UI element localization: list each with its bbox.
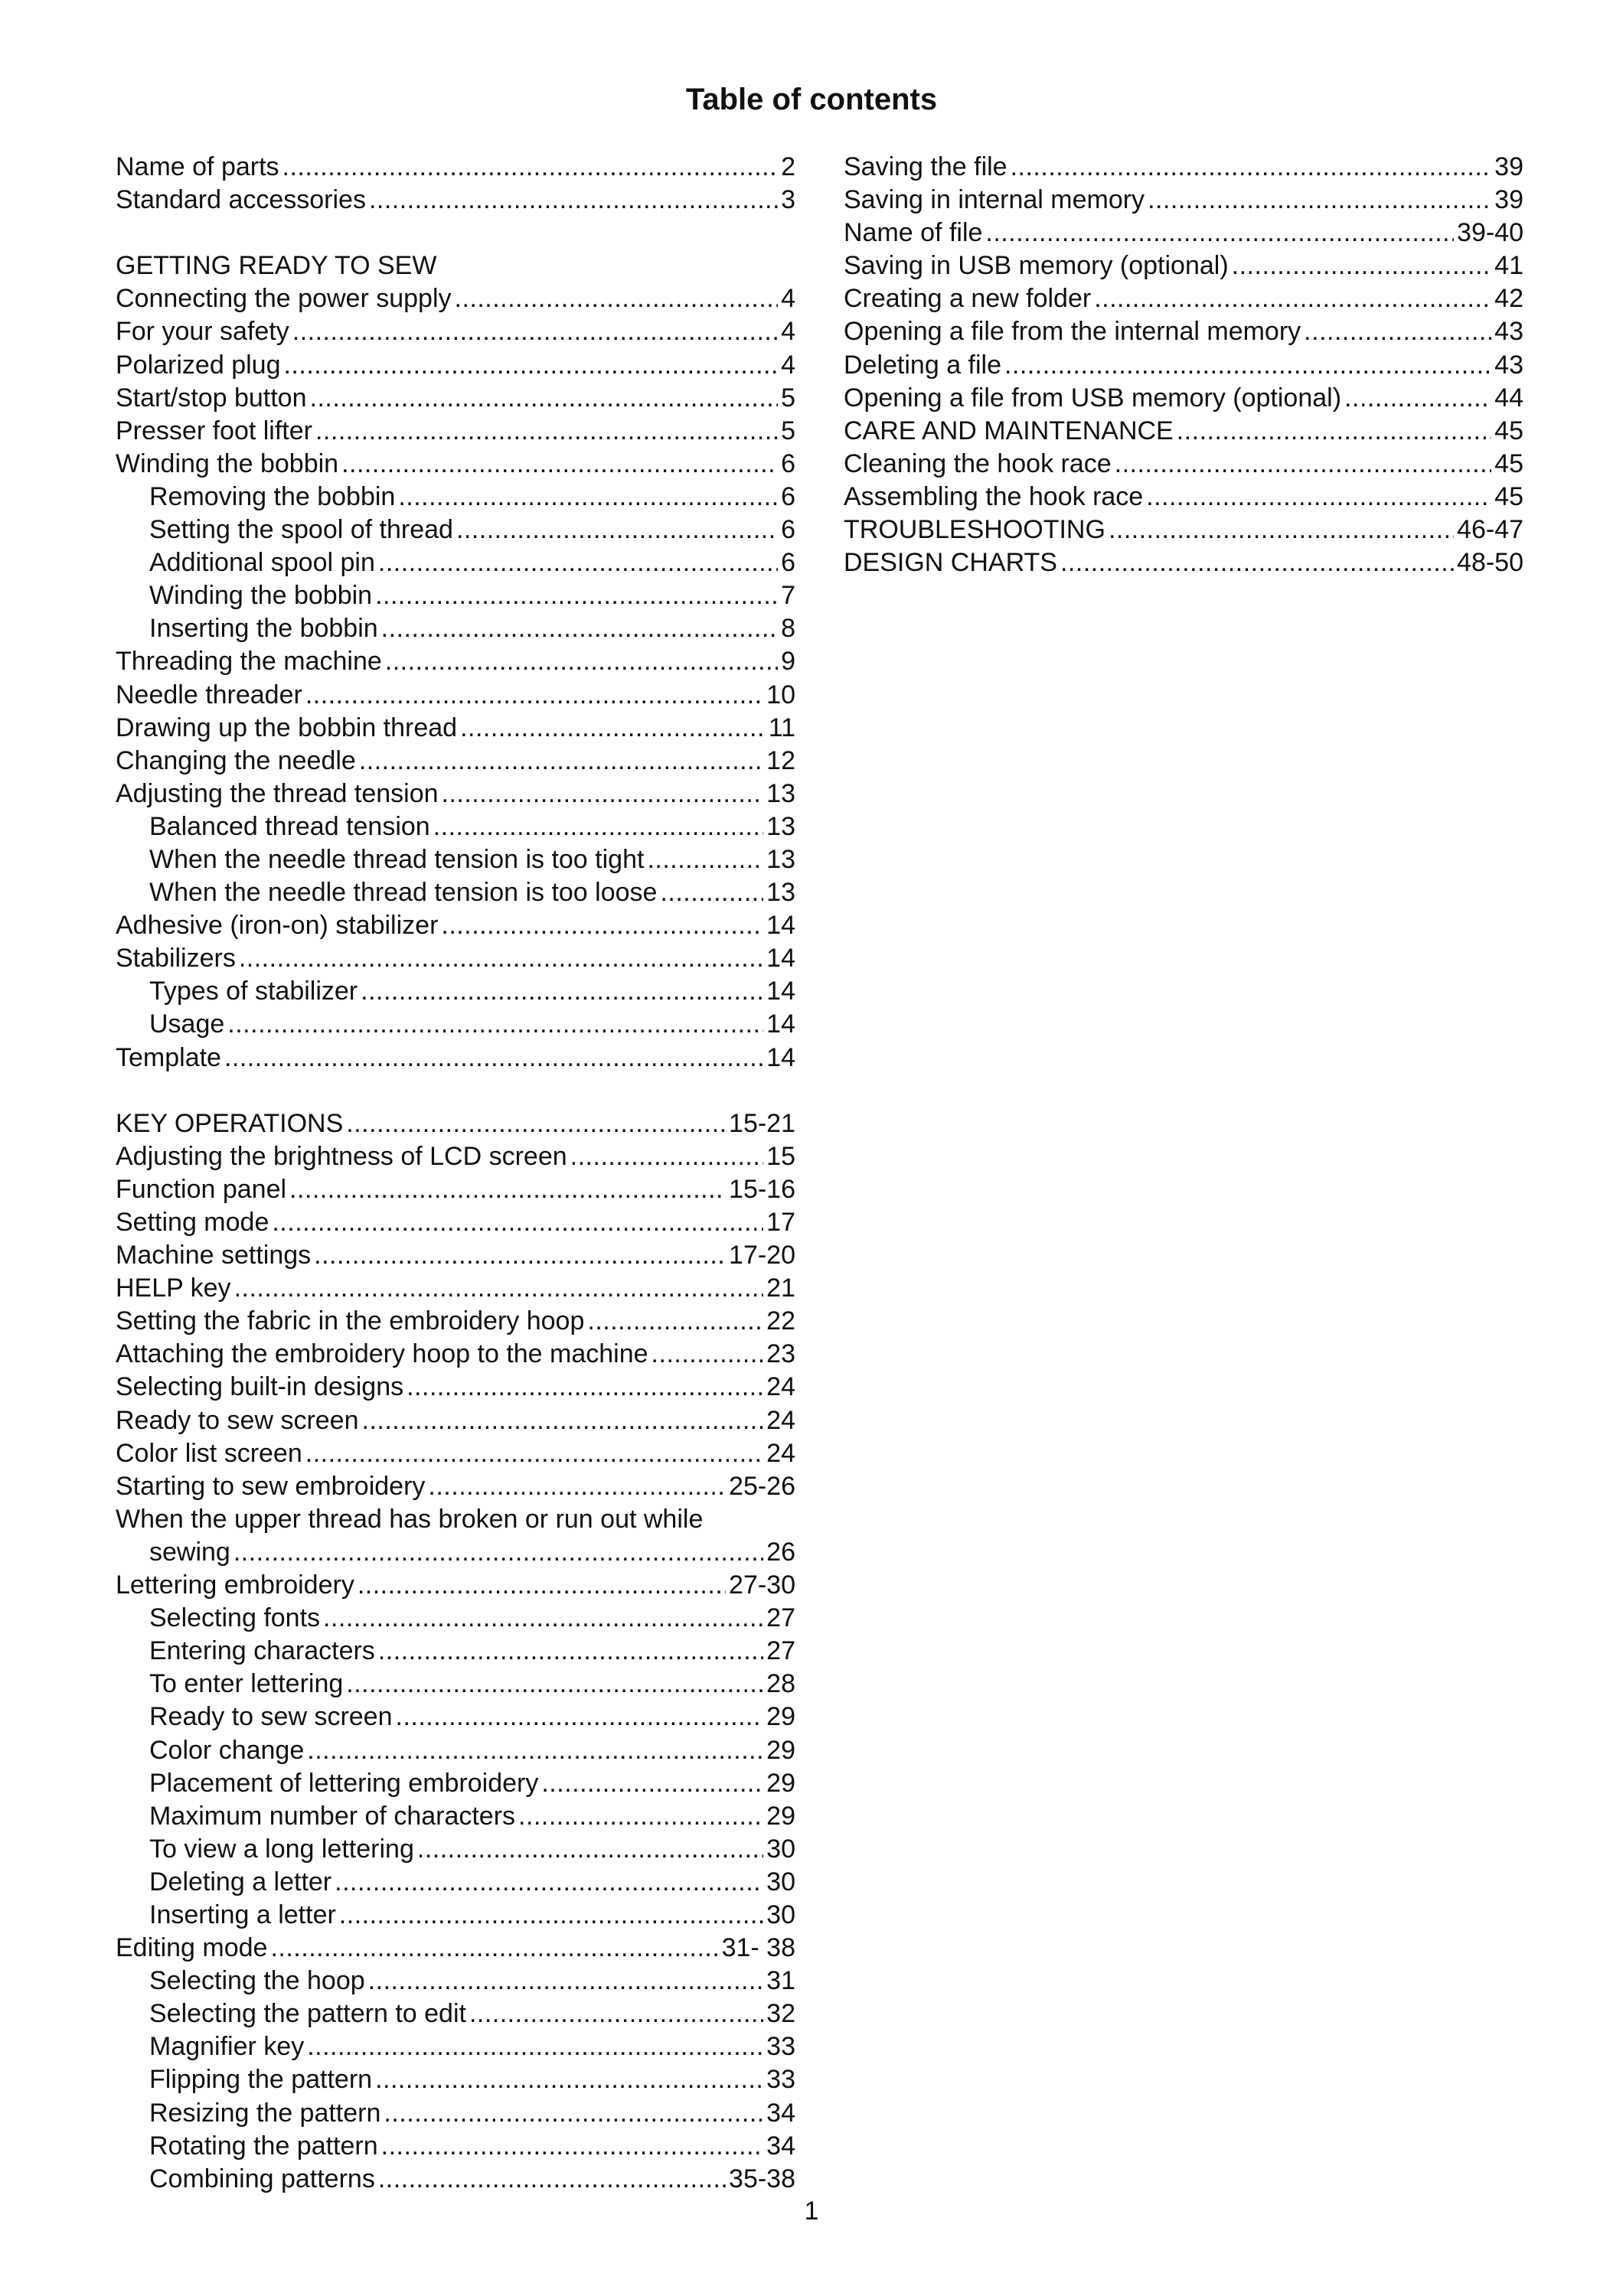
toc-entry-label: To view a long lettering [149, 1834, 414, 1864]
toc-entry-label: TROUBLESHOOTING [844, 515, 1105, 545]
toc-entry-page: 24 [766, 1405, 795, 1435]
toc-entry-page: 15-16 [729, 1174, 795, 1204]
toc-entry-page: 13 [766, 811, 795, 841]
dot-leader [1344, 382, 1491, 415]
toc-entry-label: Winding the bobbin [149, 581, 373, 611]
toc-entry-label: Adhesive (iron-on) stabilizer [116, 911, 439, 941]
toc-entry-label: For your safety [116, 317, 289, 347]
toc-entry-selecting-fonts [116, 1602, 795, 1635]
toc-entry-label: Name of file [844, 218, 983, 248]
toc-entry-label: Maximum number of characters [149, 1801, 516, 1831]
toc-entry-label: Color change [149, 1735, 305, 1765]
toc-entry-page: 6 [781, 515, 795, 545]
toc-entry-page: 14 [766, 1042, 795, 1072]
toc-entry-winding-the-bobbin [116, 448, 795, 481]
dot-leader [1146, 481, 1491, 514]
dot-leader [239, 942, 763, 975]
dot-leader [1094, 282, 1491, 315]
dot-leader [396, 1701, 764, 1733]
toc-entry-label: Template [116, 1042, 221, 1072]
toc-entry-cleaning-the-hook-race [844, 448, 1523, 481]
toc-entry-label: Ready to sew screen [116, 1405, 359, 1435]
toc-entry-page: 5 [781, 383, 795, 413]
toc-entry-sewing [116, 1536, 795, 1569]
dot-leader [441, 909, 763, 942]
toc-entry-label: Types of stabilizer [149, 977, 358, 1006]
toc-entry-label: Opening a file from USB memory (optional) [844, 383, 1342, 413]
toc-entry-page: 4 [781, 350, 795, 380]
toc-entry-label: Usage [149, 1009, 225, 1039]
toc-entry-label: Stabilizers [116, 944, 236, 974]
dot-leader [368, 1965, 764, 1998]
toc-entry-label: CARE AND MAINTENANCE [844, 416, 1174, 445]
dot-leader [460, 712, 766, 745]
toc-entry-label: Setting the fabric in the embroidery hoop [116, 1306, 585, 1336]
toc-entry-needle-threader [116, 679, 795, 712]
dot-leader [358, 1569, 726, 1602]
toc-entry-connecting-the-power-supply [116, 282, 795, 315]
toc-entry-stabilizers [116, 942, 795, 975]
toc-entry-page: 33 [766, 2065, 795, 2095]
toc-entry-color-change [116, 1734, 795, 1767]
toc-entry-when-the-needle-thread-tension-is-too-loose [116, 876, 795, 909]
dot-leader [378, 2163, 726, 2196]
toc-entry-page: 45 [1494, 416, 1523, 445]
toc-entry-page: 14 [766, 944, 795, 974]
toc-entry-when-the-needle-thread-tension-is-too-tight [116, 843, 795, 876]
toc-entry-setting-mode [116, 1206, 795, 1239]
toc-entry-label: Cleaning the hook race [844, 448, 1112, 478]
toc-entry-label: Opening a file from the internal memory [844, 317, 1301, 347]
toc-entry-adhesive-iron-on-stabilizer [116, 909, 795, 942]
toc-entry-label: Winding the bobbin [116, 448, 339, 478]
toc-entry-to-enter-lettering [116, 1668, 795, 1701]
dot-leader [323, 1602, 763, 1635]
toc-entry-page: 22 [766, 1306, 795, 1336]
dot-leader [381, 2130, 764, 2163]
toc-section-heading [116, 1503, 795, 1536]
toc-entry-page: 27 [766, 1603, 795, 1633]
toc-entry-page: 48-50 [1457, 548, 1523, 578]
dot-leader [660, 876, 763, 909]
toc-entry-page: 12 [766, 745, 795, 775]
toc-entry-label: sewing [149, 1537, 230, 1567]
dot-leader [378, 546, 778, 579]
toc-entry-page: 42 [1494, 284, 1523, 314]
toc-entry-label: Inserting the bobbin [149, 614, 378, 644]
toc-entry-label: When the upper thread has broken or run out while [116, 1504, 704, 1534]
toc-entry-page: 4 [781, 317, 795, 347]
toc-entry-label: Selecting the pattern to edit [149, 1999, 466, 2029]
toc-entry-rotating-the-pattern [116, 2130, 795, 2163]
toc-entry-label: Saving in USB memory (optional) [844, 251, 1229, 281]
toc-entry-page: 43 [1494, 350, 1523, 380]
dot-leader [985, 217, 1454, 249]
toc-entry-label: Needle threader [116, 680, 302, 709]
dot-leader [305, 679, 763, 712]
toc-entry-page: 15 [766, 1141, 795, 1171]
toc-entry-page: 10 [766, 680, 795, 709]
toc-entry-label: Selecting fonts [149, 1603, 321, 1633]
toc-entry-winding-the-bobbin [116, 579, 795, 612]
dot-leader [384, 2097, 763, 2130]
toc-entry-label: Function panel [116, 1174, 287, 1204]
toc-entry-page: 6 [781, 448, 795, 478]
toc-entry-changing-the-needle [116, 745, 795, 778]
dot-leader [315, 415, 778, 448]
dot-leader [647, 843, 763, 876]
toc-entry-function-panel [116, 1173, 795, 1206]
dot-leader [369, 184, 778, 217]
toc-entry-starting-to-sew-embroidery [116, 1470, 795, 1503]
toc-entry-label: Adjusting the brightness of LCD screen [116, 1141, 567, 1171]
toc-entry-label: Name of parts [116, 152, 279, 181]
toc-entry-selecting-the-pattern-to-edit [116, 1998, 795, 2030]
toc-entry-page: 25-26 [729, 1471, 795, 1501]
toc-entry-label: Removing the bobbin [149, 481, 396, 511]
toc-entry-selecting-the-hoop [116, 1965, 795, 1998]
dot-leader [1148, 184, 1491, 217]
toc-entry-label: Setting the spool of thread [149, 515, 453, 545]
toc-entry-label: Polarized plug [116, 350, 281, 380]
toc-entry-label: Setting mode [116, 1208, 269, 1237]
dot-leader [341, 448, 778, 481]
toc-entry-label: Saving in internal memory [844, 185, 1145, 215]
toc-entry-page: 31- 38 [721, 1933, 795, 1963]
toc-entry-attaching-the-embroidery-hoop-to-the-machine [116, 1338, 795, 1371]
toc-entry-page: 3 [781, 185, 795, 215]
toc-entry-care-and-maintenance [844, 415, 1523, 448]
toc-entry-page: 21 [766, 1274, 795, 1303]
toc-entry-creating-a-new-folder [844, 282, 1523, 315]
toc-entry-label: Combining patterns [149, 2164, 375, 2193]
toc-entry-page: 26 [766, 1537, 795, 1567]
dot-leader [233, 1536, 763, 1569]
toc-right-column [844, 151, 1523, 579]
toc-spacer [116, 1075, 795, 1107]
dot-leader [359, 745, 763, 778]
toc-entry-help-key [116, 1272, 795, 1305]
toc-entry-label: Rotating the pattern [149, 2131, 378, 2161]
dot-leader [518, 1800, 763, 1833]
dot-leader [1060, 546, 1454, 579]
toc-entry-combining-patterns [116, 2163, 795, 2196]
toc-entry-inserting-a-letter [116, 1899, 795, 1932]
toc-entry-flipping-the-pattern [116, 2063, 795, 2096]
dot-leader [455, 282, 779, 315]
toc-entry-page: 30 [766, 1834, 795, 1864]
toc-entry-saving-the-file [844, 151, 1523, 184]
toc-entry-page: 24 [766, 1372, 795, 1402]
toc-entry-label: Entering characters [149, 1636, 375, 1666]
dot-leader [385, 645, 778, 678]
dot-leader [305, 1437, 763, 1470]
toc-entry-machine-settings [116, 1239, 795, 1272]
toc-left-column [116, 151, 795, 2196]
toc-entry-page: 39-40 [1457, 218, 1523, 248]
toc-entry-label: Lettering embroidery [116, 1570, 354, 1600]
toc-entry-label: When the needle thread tension is too tight [149, 844, 645, 874]
toc-entry-name-of-parts [116, 151, 795, 184]
toc-entry-saving-in-usb-memory-optional [844, 249, 1523, 282]
dot-leader [292, 315, 778, 348]
toc-entry-removing-the-bobbin [116, 481, 795, 514]
dot-leader [1115, 448, 1491, 481]
dot-leader [570, 1140, 764, 1173]
toc-entry-page: 6 [781, 548, 795, 578]
toc-entry-page: 14 [766, 977, 795, 1006]
toc-entry-page: 31 [766, 1966, 795, 1996]
toc-entry-editing-mode [116, 1932, 795, 1965]
toc-entry-saving-in-internal-memory [844, 184, 1523, 217]
toc-entry-label: Deleting a file [844, 350, 1002, 380]
toc-entry-deleting-a-letter [116, 1866, 795, 1899]
toc-entry-page: 23 [766, 1339, 795, 1369]
toc-entry-template [116, 1042, 795, 1075]
toc-entry-maximum-number-of-characters [116, 1800, 795, 1833]
toc-entry-label: Machine settings [116, 1241, 312, 1270]
toc-entry-label: Saving the file [844, 152, 1007, 181]
toc-entry-page: 39 [1494, 152, 1523, 181]
dot-leader [283, 349, 778, 382]
dot-leader [433, 810, 763, 843]
toc-entry-page: 17 [766, 1208, 795, 1237]
toc-entry-opening-a-file-from-the-internal-memory [844, 315, 1523, 348]
toc-entry-label: Presser foot lifter [116, 416, 312, 445]
toc-entry-label: Selecting built-in designs [116, 1372, 404, 1402]
toc-entry-page: 7 [781, 581, 795, 611]
toc-entry-page: 6 [781, 481, 795, 511]
toc-entry-key-operations [116, 1107, 795, 1140]
toc-entry-label: Changing the needle [116, 745, 356, 775]
toc-entry-presser-foot-lifter [116, 415, 795, 448]
dot-leader [651, 1338, 764, 1371]
toc-entry-page: 11 [768, 713, 795, 742]
toc-entry-page: 24 [766, 1438, 795, 1468]
dot-leader [335, 1866, 763, 1899]
dot-leader [1177, 415, 1491, 448]
toc-entry-page: 14 [766, 911, 795, 941]
dot-leader [541, 1767, 763, 1800]
toc-entry-adjusting-the-thread-tension [116, 778, 795, 810]
toc-entry-page: 30 [766, 1900, 795, 1929]
toc-entry-page: 4 [781, 284, 795, 314]
dot-leader [307, 2030, 763, 2063]
toc-entry-page: 2 [781, 152, 795, 181]
dot-leader [587, 1305, 763, 1338]
toc-entry-label: Attaching the embroidery hoop to the machine [116, 1339, 648, 1369]
toc-entry-page: 14 [766, 1009, 795, 1039]
dot-leader [227, 1008, 763, 1041]
toc-entry-drawing-up-the-bobbin-thread [116, 712, 795, 745]
toc-entry-label: Threading the machine [116, 647, 382, 677]
dot-leader [1011, 151, 1492, 184]
toc-entry-label: Starting to sew embroidery [116, 1471, 426, 1501]
toc-entry-page: 5 [781, 416, 795, 445]
toc-entry-assembling-the-hook-race [844, 481, 1523, 514]
toc-entry-setting-the-spool-of-thread [116, 514, 795, 546]
toc-entry-label: Deleting a letter [149, 1867, 332, 1896]
toc-entry-label: Connecting the power supply [116, 284, 452, 314]
toc-entry-label: Balanced thread tension [149, 811, 430, 841]
dot-leader [417, 1833, 763, 1866]
toc-entry-start-stop-button [116, 382, 795, 415]
toc-entry-ready-to-sew-screen [116, 1404, 795, 1437]
toc-entry-label: Assembling the hook race [844, 481, 1144, 511]
toc-entry-label: Flipping the pattern [149, 2065, 373, 2095]
toc-entry-label: When the needle thread tension is too loose [149, 878, 658, 908]
dot-leader [1304, 315, 1491, 348]
toc-entry-label: Ready to sew screen [149, 1702, 393, 1732]
toc-spacer [116, 217, 795, 249]
dot-leader [339, 1899, 763, 1932]
toc-entry-label: GETTING READY TO SEW [116, 251, 437, 281]
toc-entry-threading-the-machine [116, 645, 795, 678]
toc-entry-deleting-a-file [844, 349, 1523, 382]
toc-entry-troubleshooting [844, 514, 1523, 546]
dot-leader [407, 1371, 763, 1404]
toc-entry-page: 15-21 [729, 1108, 795, 1138]
toc-section-heading [116, 249, 795, 282]
toc-entry-label: KEY OPERATIONS [116, 1108, 344, 1138]
toc-entry-page: 27 [766, 1636, 795, 1666]
toc-entry-additional-spool-pin [116, 546, 795, 579]
toc-entry-page: 34 [766, 2131, 795, 2161]
dot-leader [272, 1206, 763, 1239]
toc-entry-label: Drawing up the bobbin thread [116, 713, 458, 742]
toc-entry-label: Start/stop button [116, 383, 307, 413]
toc-entry-label: DESIGN CHARTS [844, 548, 1057, 578]
toc-entry-page: 30 [766, 1867, 795, 1896]
toc-entry-page: 45 [1494, 448, 1523, 478]
toc-entry-page: 13 [766, 778, 795, 808]
toc-entry-polarized-plug [116, 349, 795, 382]
toc-entry-label: Standard accessories [116, 185, 366, 215]
toc-entry-types-of-stabilizer [116, 975, 795, 1008]
toc-entry-page: 33 [766, 2032, 795, 2062]
toc-entry-page: 45 [1494, 481, 1523, 511]
toc-entry-page: 29 [766, 1801, 795, 1831]
dot-leader [307, 1734, 763, 1767]
toc-entry-page: 17-20 [729, 1241, 795, 1270]
dot-leader [346, 1668, 763, 1701]
toc-entry-page: 41 [1494, 251, 1523, 281]
toc-entry-to-view-a-long-lettering [116, 1833, 795, 1866]
toc-entry-inserting-the-bobbin [116, 612, 795, 645]
toc-entry-page: 27-30 [729, 1570, 795, 1600]
toc-entry-magnifier-key [116, 2030, 795, 2063]
toc-entry-label: Adjusting the thread tension [116, 778, 439, 808]
toc-entry-color-list-screen [116, 1437, 795, 1470]
toc-entry-entering-characters [116, 1635, 795, 1668]
dot-leader [314, 1239, 726, 1272]
toc-entry-label: Resizing the pattern [149, 2098, 381, 2128]
dot-leader [224, 1042, 763, 1075]
dot-leader [375, 2063, 763, 2096]
toc-entry-placement-of-lettering-embroidery [116, 1767, 795, 1800]
dot-leader [469, 1998, 763, 2030]
toc-entry-adjusting-the-brightness-of-lcd-screen [116, 1140, 795, 1173]
toc-entry-page: 35-38 [729, 2164, 795, 2193]
toc-entry-page: 46-47 [1457, 515, 1523, 545]
toc-entry-page: 29 [766, 1735, 795, 1765]
toc-entry-page: 43 [1494, 317, 1523, 347]
toc-entry-resizing-the-pattern [116, 2097, 795, 2130]
dot-leader [362, 1404, 764, 1437]
toc-entry-lettering-embroidery [116, 1569, 795, 1602]
toc-entry-page: 13 [766, 878, 795, 908]
toc-entry-page: 13 [766, 844, 795, 874]
dot-leader [1004, 349, 1491, 382]
toc-entry-setting-the-fabric-in-the-embroidery-hoop [116, 1305, 795, 1338]
dot-leader [1109, 514, 1454, 546]
dot-leader [456, 514, 778, 546]
toc-entry-label: HELP key [116, 1274, 231, 1303]
toc-entry-label: Placement of lettering embroidery [149, 1768, 539, 1798]
toc-entry-selecting-built-in-designs [116, 1371, 795, 1404]
dot-leader [442, 778, 764, 810]
toc-entry-page: 34 [766, 2098, 795, 2128]
dot-leader [310, 382, 779, 415]
dot-leader [375, 579, 778, 612]
toc-entry-label: To enter lettering [149, 1669, 344, 1699]
toc-entry-standard-accessories [116, 184, 795, 217]
dot-leader [234, 1272, 764, 1305]
toc-entry-balanced-thread-tension [116, 810, 795, 843]
toc-entry-opening-a-file-from-usb-memory-optional [844, 382, 1523, 415]
toc-entry-usage [116, 1008, 795, 1041]
toc-entry-label: Additional spool pin [149, 548, 375, 578]
toc-entry-label: Magnifier key [149, 2032, 305, 2062]
toc-entry-page: 28 [766, 1669, 795, 1699]
dot-leader [398, 481, 778, 514]
toc-entry-label: Inserting a letter [149, 1900, 336, 1929]
toc-entry-label: Selecting the hoop [149, 1966, 365, 1996]
toc-entry-page: 9 [781, 647, 795, 677]
page-number: 1 [804, 2197, 819, 2226]
page-title: Table of contents [685, 83, 938, 116]
toc-entry-page: 39 [1494, 185, 1523, 215]
toc-entry-label: Creating a new folder [844, 284, 1092, 314]
dot-leader [282, 151, 779, 184]
dot-leader [270, 1932, 718, 1965]
toc-entry-page: 29 [766, 1768, 795, 1798]
toc-entry-name-of-file [844, 217, 1523, 249]
dot-leader [1232, 249, 1492, 282]
toc-entry-label: Color list screen [116, 1438, 302, 1468]
dot-leader [381, 612, 778, 645]
toc-entry-design-charts [844, 546, 1523, 579]
dot-leader [361, 975, 763, 1008]
dot-leader [289, 1173, 726, 1206]
toc-entry-page: 32 [766, 1999, 795, 2029]
toc-entry-label: Editing mode [116, 1933, 268, 1963]
toc-entry-page: 8 [781, 614, 795, 644]
toc-entry-for-your-safety [116, 315, 795, 348]
toc-entry-page: 29 [766, 1702, 795, 1732]
dot-leader [428, 1470, 726, 1503]
toc-entry-ready-to-sew-screen [116, 1701, 795, 1733]
toc-entry-page: 44 [1494, 383, 1523, 413]
dot-leader [378, 1635, 763, 1668]
dot-leader [346, 1107, 726, 1140]
